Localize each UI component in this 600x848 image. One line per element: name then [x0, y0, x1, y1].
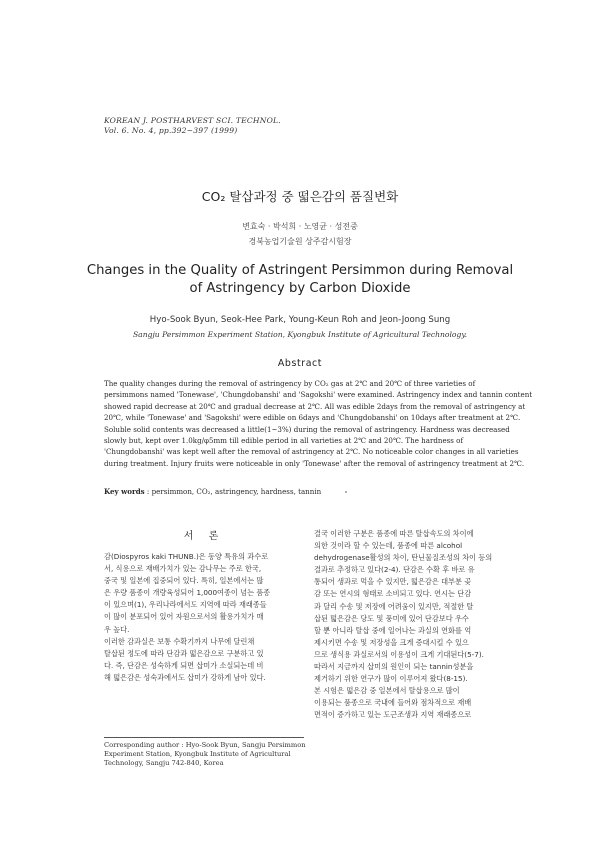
english-title [0, 262, 600, 298]
english-title-line: of Astringency by Carbon Dioxide [189, 281, 411, 296]
korean-affiliation: 경북농업기술원 상주감시험장 [248, 237, 352, 246]
body-line: 해 떫은감은 성숙과에서도 삽미가 강하게 남아 있다. [104, 672, 266, 682]
korean-title: CO₂ 탈삽과정 중 떫은감의 품질변화 [201, 189, 399, 204]
korean-authors: 변효숙 · 박석희 · 노영균 · 성전중 [242, 222, 358, 231]
journal-header [104, 116, 281, 136]
abstract-line: 'Chungdobanshi' was kept well after the removal of astringency at 2℃. No noticeable color changes in all varieties [104, 447, 519, 457]
body-line: 중국 및 일본에 집중되어 있다. 특히, 일본에서는 많 [104, 576, 264, 586]
body-line: 제거하기 위한 연구가 많이 이루어져 왔다(8-15). [314, 674, 468, 684]
body-line: 이러한 감과실은 보통 수확기까지 나무에 달린채 [104, 636, 255, 646]
body-line: 과 달리 수송 및 저장에 어려움이 있지만, 적절한 탈 [314, 601, 474, 611]
body-line: 이용되는 품종으로 국내에 들어와 점차적으로 재배 [314, 698, 472, 708]
abstract-line: showed rapid decrease at 20℃ and gradual decrease at 2℃. All was edible 2days from the removal of astringency at [104, 401, 526, 411]
corresponding-author-footnote [104, 741, 309, 768]
abstract-line: 20℃, while 'Tonewase' and 'Sagokshi' were edible on 6days and 'Chungdobanshi' on 10days after treatment at 2℃. [104, 413, 521, 423]
journal-name: KOREAN J. POSTHARVEST SCI. TECHNOL. [104, 116, 281, 125]
body-line: 본 시험은 떫은감 중 일본에서 탈삽용으로 많이 [314, 686, 460, 696]
body-line: 결과로 추정하고 있다(2-4). 단감은 수확 후 바로 유 [314, 565, 475, 575]
footnote-rule [104, 737, 304, 738]
body-line: 서, 식용으로 재배가치가 있는 감나무는 주로 한국, [104, 564, 262, 574]
abstract-line: slowly but, kept over 1.0kg/φ5mm till edible period in all varieties at 2℃ and 20℃. The hardness of [104, 436, 464, 446]
body-line: 이 있으며(1), 우리나라에서도 지역에 따라 재래종들 [104, 600, 267, 610]
body-line: 감 또는 연시의 형태로 소비되고 있다. 연시는 단감 [314, 589, 472, 599]
scan-dot [345, 491, 347, 493]
body-line: dehydrogenase활성의 차이, 탄닌물질조성의 차이 등의 [314, 553, 493, 563]
body-line: 따라서 지금까지 삽미의 원인이 되는 tannin성분을 [314, 662, 474, 672]
body-line: 면적이 증가하고 있는 도근조생과 지역 재래종으로 [314, 710, 472, 720]
english-authors: Hyo-Sook Byun, Seok-Hee Park, Young-Keun Roh and Jeon-Joong Sung [149, 315, 451, 325]
english-affiliation: Sangju Persimmon Experiment Station, Kyongbuk Institute of Agricultural Technology. [132, 330, 468, 339]
body-line: 의한 것이라 할 수 있는데, 품종에 따른 alcohol [314, 541, 463, 551]
body-line: 감(Diospyros kaki THUNB.)은 동양 특유의 과수로 [104, 552, 269, 561]
abstract-heading: Abstract [277, 358, 323, 369]
abstract-body [104, 378, 533, 469]
keywords-text: : persimmon, CO₂, astringency, hardness, tannin [146, 487, 322, 496]
abstract-line: Soluble solid contents was decreased a little(1~3%) during the removal of astringency. Hardness was decreased [104, 424, 510, 434]
journal-volume: Vol. 6. No. 4, pp.392~397 (1999) [104, 126, 238, 135]
body-line: 통되어 생과로 먹을 수 있지만, 떫은감은 대부분 곶 [314, 577, 472, 587]
footnote-line: Corresponding author : Hyo-Sook Byun, Sangju Persimmon [104, 741, 306, 749]
left-column-text [104, 551, 304, 684]
body-line: 우 높다. [104, 624, 130, 634]
body-line: 제시키면 수송 및 저장성을 크게 증대시킬 수 있으 [314, 637, 469, 647]
section-title-introduction: 서 론 [183, 531, 225, 542]
keywords [104, 487, 321, 496]
abstract-line: The quality changes during the removal of astringency by CO₂ gas at 2℃ and 20℃ of three varieties of [104, 379, 476, 388]
right-column-text [314, 528, 514, 722]
body-line: 할 뿐 아니라 탈삽 중에 일어나는 과실의 연화를 억 [314, 625, 472, 635]
body-line: 므로 생식용 과실로서의 이용성이 크게 기대된다(5-7). [314, 649, 484, 659]
footnote-line: Technology, Sangju 742-840, Korea [104, 759, 224, 767]
english-title-line: Changes in the Quality of Astringent Persimmon during Removal [86, 263, 514, 278]
body-line: 삽된 떫은감은 당도 및 풍미에 있어 단감보다 우수 [314, 613, 469, 623]
footnote-line: Experiment Station, Kyongbuk Institute of Agricultural [104, 750, 291, 758]
keywords-label: Key words [104, 487, 145, 496]
abstract-line: during treatment. Injury fruits were noticeable in only 'Tonewase' after the removal of astringency treatment at 2℃. [104, 458, 525, 468]
body-line: 은 우량 품종이 개량육성되어 1,000여종이 넘는 품종 [104, 588, 271, 598]
body-line: 결국 이러한 구분은 품종에 따른 탈삽속도의 차이에 [314, 529, 474, 538]
body-line: 이 많이 분포되어 있어 자원으로서의 활용가치가 매 [104, 612, 264, 622]
abstract-line: persimmons named 'Tonewase', 'Chungdobanshi' and 'Sagokshi' were examined. Astringency index and tannin content [104, 390, 533, 400]
body-line: 다. 즉, 단감은 성숙하게 되면 삽미가 소실되는데 비 [104, 660, 264, 670]
body-line: 탈삽된 정도에 따라 단감과 떫은감으로 구분하고 있 [104, 648, 264, 658]
